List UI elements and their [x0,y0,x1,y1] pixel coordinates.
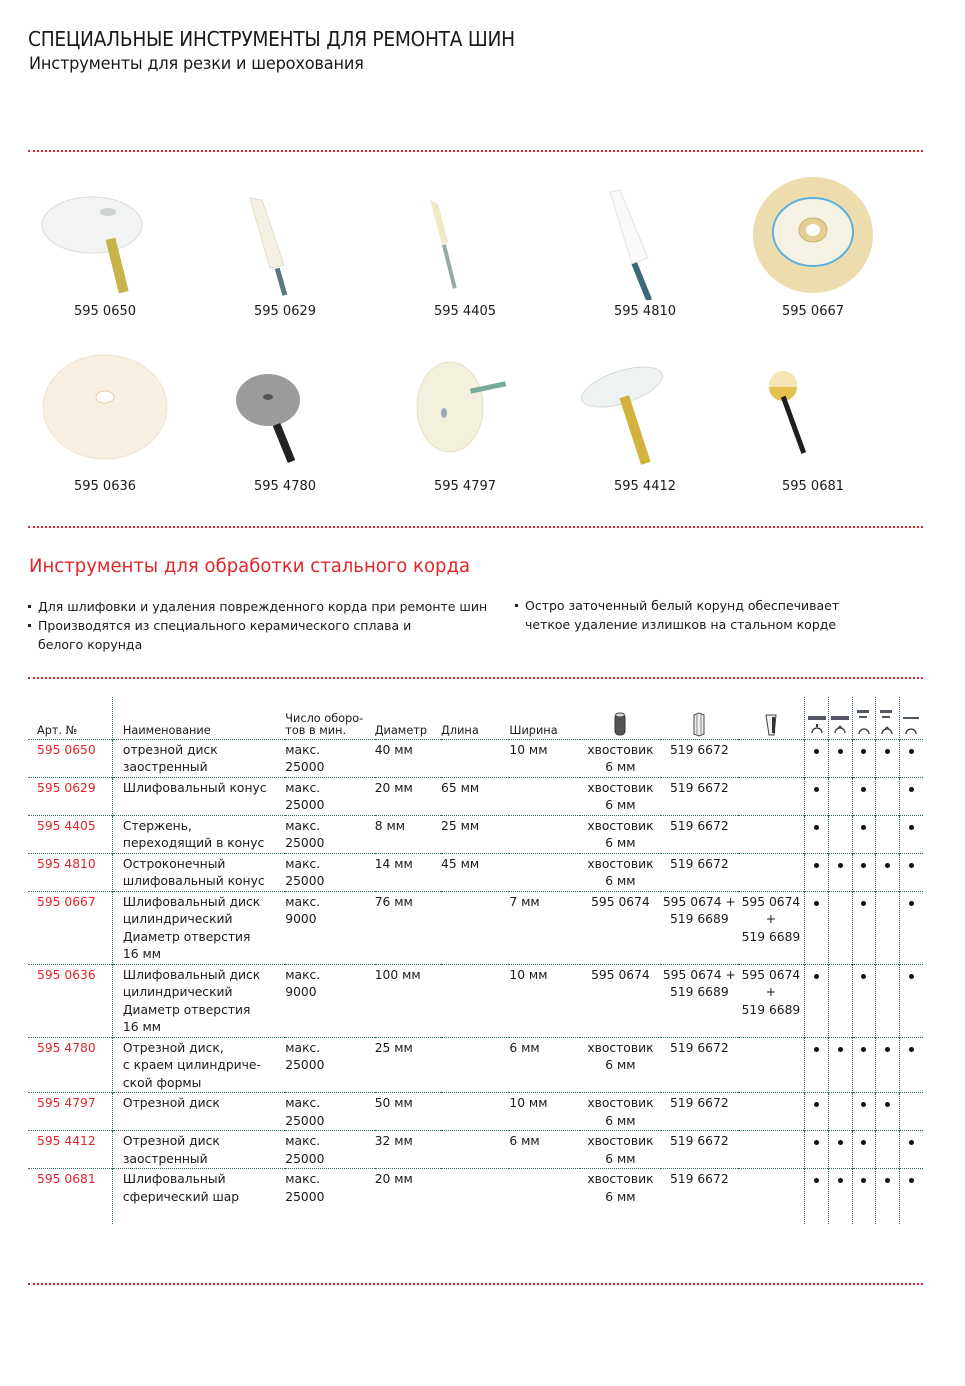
compatibility-dot [909,974,914,979]
article-number: 595 4405 [28,815,112,853]
bullet-list-left [28,597,488,654]
car-moto-icon [852,697,876,739]
rpm-value: макс. 25000 [285,1169,374,1225]
article-number: 595 0681 [28,1169,112,1225]
compatibility-cell [899,1093,923,1131]
shank-holder-value: хвостовик 6 мм [580,815,661,853]
compatibility-cell [899,1037,923,1093]
article-number: 595 4797 [28,1093,112,1131]
product-code: 595 0629 [253,304,317,319]
article-number: 595 4780 [28,1037,112,1093]
product-name: Отрезной диск заостренный [112,1131,285,1169]
pointed-stem-icon [390,170,540,300]
compatibility-dot [814,901,819,906]
compatibility-dot [861,825,866,830]
col-header-width: Ширина [509,723,558,737]
compatibility-dot [861,1140,866,1145]
length-value [441,1093,509,1131]
compatibility-dot [861,863,866,868]
taper-holder-value: 595 0674 + 519 6689 [738,964,805,1037]
compatibility-dot [861,1178,866,1183]
spec-table [28,697,923,1224]
car-moto-alt-icon [876,697,900,739]
compatibility-cell [828,739,852,777]
taper-holder-value: 595 0674 + 519 6689 [738,891,805,964]
compatibility-cell [899,853,923,891]
page-subtitle: Инструменты для резки и шерохования [29,54,364,74]
compatibility-cell [852,891,876,964]
length-value [441,1169,509,1225]
bullet-list-right [515,596,915,634]
taper-holder-value [738,739,805,777]
compatibility-dot [861,749,866,754]
diameter-value: 32 мм [375,1131,441,1169]
col-header-art: Арт. № [37,723,78,737]
compatibility-cell [852,815,876,853]
shank-holder-value: хвостовик 6 мм [580,777,661,815]
compatibility-dot [909,1047,914,1052]
compatibility-cell [899,891,923,964]
product-name: Шлифовальный конус [112,777,285,815]
compatibility-cell [828,1093,852,1131]
shank-holder-value: 595 0674 [580,964,661,1037]
compatibility-dot [838,1047,843,1052]
compatibility-cell [852,1169,876,1225]
compatibility-cell [876,964,900,1037]
compatibility-cell [899,1169,923,1225]
compatibility-dot [838,1178,843,1183]
compatibility-cell [805,815,829,853]
shank-holder-value: хвостовик 6 мм [580,1093,661,1131]
compatibility-cell [852,1037,876,1093]
compatibility-dot [909,787,914,792]
length-value [441,739,509,777]
product-card [390,345,540,515]
length-value: 45 мм [441,853,509,891]
hex-holder-value: 519 6672 [661,777,737,815]
product-code: 595 4780 [253,479,317,494]
product-card [210,345,360,515]
compatibility-cell [876,1131,900,1169]
compatibility-cell [876,739,900,777]
compatibility-cell [852,1093,876,1131]
compatibility-dot [861,1102,866,1107]
diameter-value: 50 мм [375,1093,441,1131]
pointed-cone-icon [570,170,720,300]
hex-holder-value: 519 6672 [661,1131,737,1169]
compatibility-cell [805,891,829,964]
compatibility-dot [814,863,819,868]
compatibility-cell [876,777,900,815]
compatibility-dot [909,901,914,906]
compatibility-dot [909,863,914,868]
compatibility-dot [814,974,819,979]
compatibility-cell [828,777,852,815]
rpm-value: макс. 25000 [285,1093,374,1131]
table-row [28,1037,923,1093]
product-code: 595 4797 [433,479,497,494]
compatibility-dot [814,749,819,754]
hex-holder-value: 595 0674 + 519 6689 [661,964,737,1037]
rpm-value: макс. 25000 [285,853,374,891]
article-number: 595 0650 [28,739,112,777]
taper-holder-value [738,1037,805,1093]
compatibility-dot [909,1140,914,1145]
compatibility-cell [805,1037,829,1093]
shank-holder-value: хвостовик 6 мм [580,1169,661,1225]
shank-holder-icon [580,697,661,739]
width-value: 10 мм [509,1093,579,1131]
rpm-value: макс. 25000 [285,739,374,777]
compatibility-cell [852,853,876,891]
compatibility-dot [885,1047,890,1052]
shank-holder-value: 595 0674 [580,891,661,964]
divider-bottom [28,1283,923,1285]
width-value: 10 мм [509,964,579,1037]
hex-holder-value: 519 6672 [661,1093,737,1131]
taper-holder-value [738,1093,805,1131]
product-code: 595 4412 [613,479,677,494]
bullet-item: Производятся из специального керамического сплава и белого корунда [28,616,453,654]
shank-holder-value: хвостовик 6 мм [580,853,661,891]
compatibility-dot [885,863,890,868]
compatibility-cell [805,1169,829,1225]
compatibility-cell [899,777,923,815]
grinding-cone-icon [210,170,360,300]
compatibility-cell [805,777,829,815]
hex-holder-value: 519 6672 [661,739,737,777]
compatibility-cell [805,853,829,891]
cutting-disc-grey-icon [210,345,360,475]
compatibility-cell [805,1093,829,1131]
shank-holder-value: хвостовик 6 мм [580,1131,661,1169]
product-name: Шлифовальный диск цилиндрический Диаметр отверстия 16 мм [112,891,285,964]
compatibility-dot [909,825,914,830]
shank-holder-value: хвостовик 6 мм [580,739,661,777]
col-header-name: Наименование [112,697,285,739]
diameter-value: 14 мм [375,853,441,891]
hex-holder-value: 519 6672 [661,1037,737,1093]
length-value [441,1037,509,1093]
shank-holder-value: хвостовик 6 мм [580,1037,661,1093]
spherical-ball-icon [738,345,888,475]
compatibility-dot [814,825,819,830]
hex-holder-value: 519 6672 [661,815,737,853]
length-value [441,1131,509,1169]
col-header-diameter: Диаметр [374,723,428,737]
product-code: 595 0650 [73,304,137,319]
compatibility-cell [852,1131,876,1169]
diameter-value: 40 мм [375,739,441,777]
truck-trailer-icon [828,697,852,739]
bullet-item: Остро заточенный белый корунд обеспечивает четкое удаление излишков на стальном корде [515,596,885,634]
length-value [441,964,509,1037]
article-number: 595 0629 [28,777,112,815]
compatibility-cell [828,853,852,891]
compatibility-cell [828,815,852,853]
table-row [28,964,923,1037]
compatibility-dot [861,787,866,792]
product-card [30,170,180,340]
compatibility-cell [828,891,852,964]
diameter-value: 20 мм [375,777,441,815]
width-value [509,815,579,853]
product-code: 595 4405 [433,304,497,319]
rpm-value: макс. 9000 [285,964,374,1037]
compatibility-cell [828,964,852,1037]
product-name: Отрезной диск [112,1093,285,1131]
taper-holder-value [738,1131,805,1169]
table-row [28,1169,923,1225]
article-number: 595 4810 [28,853,112,891]
compatibility-dot [885,1178,890,1183]
compatibility-dot [885,1102,890,1107]
table-row [28,853,923,891]
hex-holder-value: 595 0674 + 519 6689 [661,891,737,964]
bike-icon [899,697,923,739]
product-code: 595 0667 [781,304,845,319]
taper-holder-value [738,815,805,853]
length-value: 65 мм [441,777,509,815]
hex-holder-value: 519 6672 [661,1169,737,1225]
compatibility-dot [838,863,843,868]
width-value: 6 мм [509,1037,579,1093]
product-card [210,170,360,340]
product-name: Шлифовальный сферический шар [112,1169,285,1225]
width-value [509,777,579,815]
compatibility-cell [852,964,876,1037]
product-card [738,170,888,340]
compatibility-cell [805,964,829,1037]
hex-holder-value: 519 6672 [661,853,737,891]
product-code: 595 0636 [73,479,137,494]
rpm-value: макс. 25000 [285,1037,374,1093]
truck-icon [805,697,829,739]
taper-holder-value [738,853,805,891]
table-row [28,777,923,815]
compatibility-dot [838,749,843,754]
compatibility-cell [899,815,923,853]
compatibility-dot [814,1178,819,1183]
rpm-value: макс. 25000 [285,815,374,853]
width-value: 6 мм [509,1131,579,1169]
compatibility-dot [909,1178,914,1183]
compatibility-cell [876,1093,900,1131]
compatibility-dot [861,901,866,906]
article-number: 595 0667 [28,891,112,964]
diameter-value: 76 мм [375,891,441,964]
table-row [28,1093,923,1131]
compatibility-dot [885,749,890,754]
divider-middle [28,526,923,528]
product-card [738,345,888,515]
diameter-value: 100 мм [375,964,441,1037]
compatibility-dot [861,974,866,979]
width-value: 10 мм [509,739,579,777]
table-row [28,739,923,777]
compatibility-dot [838,1140,843,1145]
taper-holder-value [738,777,805,815]
product-card [570,170,720,340]
rpm-value: макс. 9000 [285,891,374,964]
page-title: СПЕЦИАЛЬНЫЕ ИНСТРУМЕНТЫ ДЛЯ РЕМОНТА ШИН [28,27,515,51]
article-number: 595 4412 [28,1131,112,1169]
compatibility-cell [852,777,876,815]
product-code: 595 4810 [613,304,677,319]
compatibility-dot [814,787,819,792]
compatibility-cell [828,1169,852,1225]
table-row [28,891,923,964]
col-header-length: Длина [441,723,479,737]
table-header-row [28,697,923,739]
article-number: 595 0636 [28,964,112,1037]
table-row [28,815,923,853]
compatibility-cell [899,739,923,777]
width-value: 7 мм [509,891,579,964]
taper-holder-icon [738,697,805,739]
diameter-value: 8 мм [375,815,441,853]
product-card [390,170,540,340]
compatibility-cell [876,891,900,964]
compatibility-dot [814,1102,819,1107]
rpm-value: макс. 25000 [285,1131,374,1169]
compatibility-cell [876,815,900,853]
section-title: Инструменты для обработки стального корда [29,555,471,577]
compatibility-cell [828,1037,852,1093]
divider-top [28,150,923,152]
product-name: Отрезной диск, с краем цилиндриче- ской формы [112,1037,285,1093]
table-row [28,1131,923,1169]
product-name: Остроконечный шлифовальный конус [112,853,285,891]
compatibility-cell [876,1169,900,1225]
length-value [441,891,509,964]
product-name: Шлифовальный диск цилиндрический Диаметр отверстия 16 мм [112,964,285,1037]
bullet-item: Для шлифовки и удаления поврежденного корда при ремонте шин [28,597,488,616]
col-header-rpm: Число оборо- тов в мин. [285,711,364,737]
width-value [509,853,579,891]
divider-table-top [28,677,923,679]
diameter-value: 20 мм [375,1169,441,1225]
compatibility-dot [909,749,914,754]
product-card [570,345,720,515]
cutting-disc-brass-shank-icon [30,170,180,300]
product-card [30,345,180,515]
compatibility-cell [899,964,923,1037]
compatibility-dot [814,1047,819,1052]
grinding-wheel-white-icon [30,345,180,475]
product-name: отрезной диск заостренный [112,739,285,777]
hex-holder-icon [661,697,737,739]
product-name: Стержень, переходящий в конус [112,815,285,853]
compatibility-cell [899,1131,923,1169]
compatibility-dot [814,1140,819,1145]
compatibility-cell [828,1131,852,1169]
compatibility-dot [861,1047,866,1052]
compatibility-cell [852,739,876,777]
taper-holder-value [738,1169,805,1225]
sharp-disc-brass-shank-icon [570,345,720,475]
compatibility-cell [876,1037,900,1093]
width-value [509,1169,579,1225]
grinding-wheel-label-icon [738,170,888,300]
compatibility-cell [876,853,900,891]
compatibility-cell [805,739,829,777]
product-code: 595 0681 [781,479,845,494]
length-value: 25 мм [441,815,509,853]
cutting-disc-felt-icon [390,345,540,475]
diameter-value: 25 мм [375,1037,441,1093]
compatibility-cell [805,1131,829,1169]
rpm-value: макс. 25000 [285,777,374,815]
